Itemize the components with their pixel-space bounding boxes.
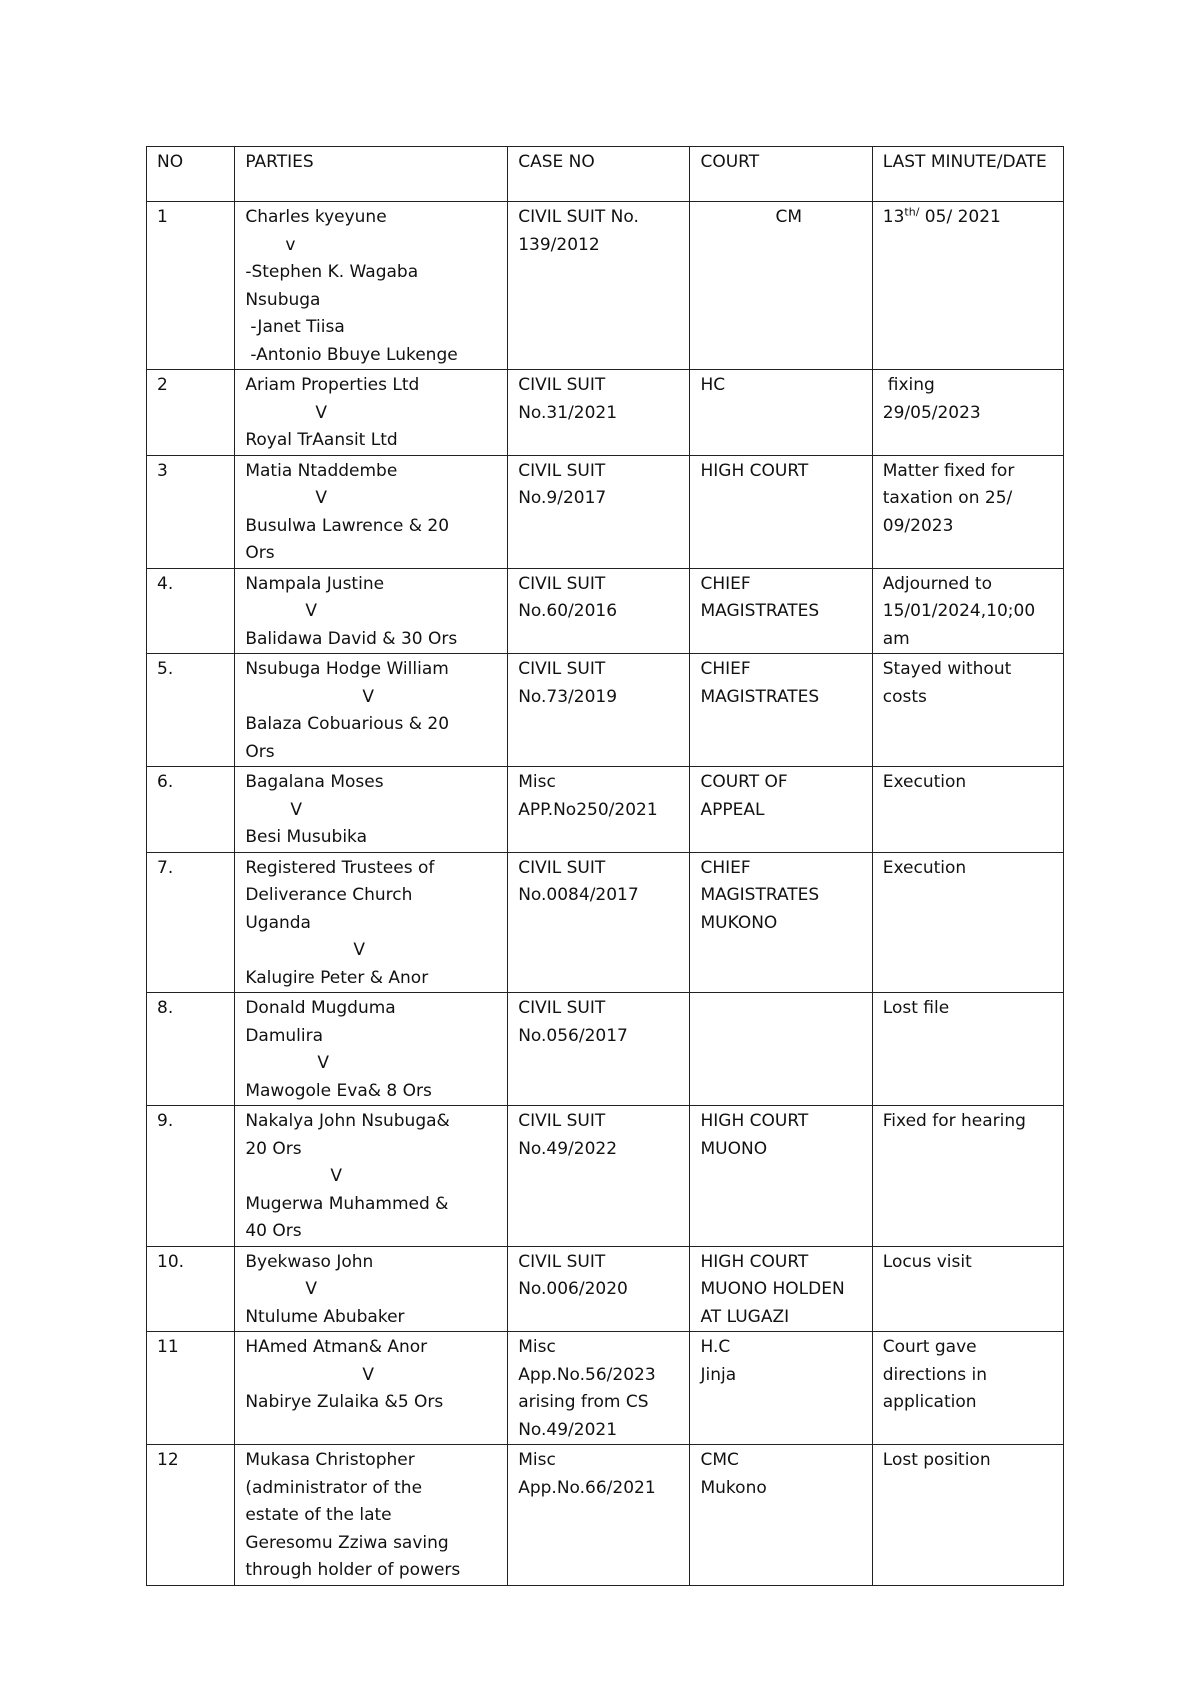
last-minute-line: 15/01/2024,10;00 bbox=[882, 601, 1036, 621]
header-cell-no: NO bbox=[147, 147, 235, 202]
court-line: CHIEF bbox=[700, 573, 751, 594]
cell-parties bbox=[235, 568, 508, 654]
last-minute-line: Court gave bbox=[882, 1337, 977, 1357]
parties-line: Ariam Properties Ltd bbox=[245, 375, 420, 395]
parties-line: Royal TrAansit Ltd bbox=[245, 430, 398, 450]
no-line: 6. bbox=[157, 772, 174, 792]
cell-no bbox=[147, 993, 235, 1106]
header-cell-last-minute: LAST MINUTE/DATE bbox=[872, 147, 1063, 202]
cell-court bbox=[690, 654, 872, 767]
header-cell-case-no: CASE NO bbox=[508, 147, 690, 202]
parties-line: V bbox=[362, 686, 374, 707]
court-line: CHIEF bbox=[700, 659, 751, 679]
last-minute-line: directions in bbox=[882, 1364, 988, 1385]
parties-line: Mukasa Christopher bbox=[245, 1450, 415, 1470]
case-no-line: CIVIL SUIT bbox=[518, 1251, 606, 1272]
court-line: APPEAL bbox=[700, 799, 765, 820]
no-line: 11 bbox=[157, 1337, 179, 1357]
no-line: 4. bbox=[157, 573, 174, 594]
cell-case-no bbox=[508, 1445, 690, 1586]
no-line: 5. bbox=[157, 659, 174, 679]
parties-line: V bbox=[305, 1279, 317, 1299]
case-no-line: CIVIL SUIT No. bbox=[518, 207, 639, 227]
parties-line: Besi Musubika bbox=[245, 827, 367, 847]
parties-line: Bagalana Moses bbox=[245, 772, 384, 792]
parties-line: -Janet Tiisa bbox=[250, 317, 345, 337]
parties-line: -Antonio Bbuye Lukenge bbox=[250, 344, 458, 365]
cell-case-no bbox=[508, 1106, 690, 1247]
no-line: 1 bbox=[157, 207, 168, 227]
last-minute-line: fixing bbox=[887, 375, 935, 395]
parties-line: Ors bbox=[245, 741, 275, 762]
parties-line: Mugerwa Muhammed & bbox=[245, 1193, 449, 1214]
case-no-line: CIVIL SUIT bbox=[518, 1111, 606, 1131]
case-no-line: No.0084/2017 bbox=[518, 885, 639, 905]
court-line: AT LUGAZI bbox=[700, 1306, 790, 1327]
court-line: HC bbox=[700, 375, 726, 395]
cell-parties bbox=[235, 852, 508, 993]
court-line: MAGISTRATES bbox=[700, 686, 820, 707]
last-minute-line: am bbox=[882, 628, 910, 649]
cell-court bbox=[690, 202, 872, 370]
cell-last-minute bbox=[872, 370, 1063, 456]
cell-parties bbox=[235, 654, 508, 767]
parties-line: Geresomu Zziwa saving bbox=[245, 1532, 449, 1553]
last-minute-line: 29/05/2023 bbox=[882, 402, 981, 423]
table-header-row bbox=[147, 147, 1064, 202]
parties-line: Byekwaso John bbox=[245, 1251, 374, 1272]
cell-case-no bbox=[508, 202, 690, 370]
cell-case-no bbox=[508, 993, 690, 1106]
last-minute-line: 09/2023 bbox=[882, 515, 954, 536]
table-row bbox=[147, 654, 1064, 767]
parties-line: V bbox=[362, 1364, 374, 1385]
parties-line: Uganda bbox=[245, 912, 311, 933]
table-row bbox=[147, 568, 1064, 654]
header-cell-court: COURT bbox=[690, 147, 872, 202]
cell-last-minute bbox=[872, 455, 1063, 568]
parties-line: 20 Ors bbox=[245, 1138, 302, 1159]
cell-parties bbox=[235, 370, 508, 456]
case-no-line: 139/2012 bbox=[518, 234, 600, 255]
last-minute-line: Lost file bbox=[882, 998, 950, 1018]
court-line: H.C bbox=[700, 1337, 731, 1357]
last-minute-line: application bbox=[882, 1392, 977, 1412]
cell-no bbox=[147, 455, 235, 568]
last-minute-line: Stayed without bbox=[882, 659, 1012, 679]
cell-case-no bbox=[508, 1246, 690, 1332]
table-row bbox=[147, 993, 1064, 1106]
parties-line: Nampala Justine bbox=[245, 573, 385, 594]
parties-line: Charles kyeyune bbox=[245, 207, 387, 227]
case-no-line: Misc bbox=[518, 1450, 556, 1470]
cell-parties bbox=[235, 1445, 508, 1586]
no-line: 12 bbox=[157, 1450, 179, 1470]
cell-parties bbox=[235, 1246, 508, 1332]
parties-line: V bbox=[305, 601, 317, 621]
court-line: COURT OF bbox=[700, 772, 788, 792]
parties-line: HAmed Atman& Anor bbox=[245, 1337, 428, 1357]
court-line: MAGISTRATES bbox=[700, 601, 820, 621]
cases-table bbox=[146, 146, 1064, 1586]
parties-line: Busulwa Lawrence & 20 bbox=[245, 515, 450, 536]
case-no-line: CIVIL SUIT bbox=[518, 460, 606, 481]
cell-court bbox=[690, 1106, 872, 1247]
cell-no bbox=[147, 1445, 235, 1586]
cell-case-no bbox=[508, 568, 690, 654]
case-no-line: Misc bbox=[518, 1337, 556, 1357]
last-minute-line: Matter fixed for bbox=[882, 460, 1015, 481]
case-no-line: No.31/2021 bbox=[518, 402, 618, 423]
table-row bbox=[147, 455, 1064, 568]
cell-case-no bbox=[508, 1332, 690, 1445]
cell-last-minute bbox=[872, 1246, 1063, 1332]
table-row bbox=[147, 202, 1064, 370]
no-line: 9. bbox=[157, 1111, 174, 1131]
parties-line: Donald Mugduma bbox=[245, 998, 396, 1018]
parties-line: Nakalya John Nsubuga& bbox=[245, 1111, 450, 1131]
table-row bbox=[147, 1246, 1064, 1332]
no-line: 7. bbox=[157, 857, 174, 878]
cell-last-minute bbox=[872, 1445, 1063, 1586]
cell-last-minute bbox=[872, 202, 1063, 370]
last-minute-line: Lost position bbox=[882, 1450, 991, 1470]
parties-line: 40 Ors bbox=[245, 1221, 302, 1241]
cell-case-no bbox=[508, 852, 690, 993]
table-row bbox=[147, 767, 1064, 853]
parties-line: Mawogole Eva& 8 Ors bbox=[245, 1080, 432, 1101]
parties-line: V bbox=[317, 1053, 329, 1073]
cell-court bbox=[690, 993, 872, 1106]
cases-table-body bbox=[147, 147, 1064, 1586]
case-no-line: No.60/2016 bbox=[518, 601, 618, 621]
cell-last-minute bbox=[872, 852, 1063, 993]
court-line: CMC bbox=[700, 1450, 739, 1470]
last-minute-line: Fixed for hearing bbox=[882, 1111, 1026, 1131]
case-no-line: CIVIL SUIT bbox=[518, 659, 606, 679]
last-minute-line: Adjourned to bbox=[882, 573, 992, 594]
parties-line: Ntulume Abubaker bbox=[245, 1306, 405, 1327]
parties-line: Nabirye Zulaika &5 Ors bbox=[245, 1392, 444, 1412]
parties-line: Damulira bbox=[245, 1025, 324, 1046]
cell-no bbox=[147, 370, 235, 456]
cell-no bbox=[147, 767, 235, 853]
cell-last-minute bbox=[872, 568, 1063, 654]
cell-last-minute bbox=[872, 993, 1063, 1106]
cell-no bbox=[147, 852, 235, 993]
cell-court bbox=[690, 1246, 872, 1332]
cell-court bbox=[690, 852, 872, 993]
cell-parties bbox=[235, 455, 508, 568]
table-row bbox=[147, 1445, 1064, 1586]
case-no-line: No.73/2019 bbox=[518, 686, 618, 707]
cell-last-minute bbox=[872, 1332, 1063, 1445]
cell-no bbox=[147, 1332, 235, 1445]
cell-parties bbox=[235, 202, 508, 370]
cell-court bbox=[690, 1332, 872, 1445]
last-minute-line: $13^{th/}$ 05/ 2021 bbox=[882, 205, 1001, 227]
cell-court bbox=[690, 568, 872, 654]
parties-line: Registered Trustees of bbox=[245, 857, 435, 878]
cell-last-minute bbox=[872, 767, 1063, 853]
parties-line: V bbox=[315, 488, 327, 508]
parties-line: Deliverance Church bbox=[245, 885, 413, 905]
cell-parties bbox=[235, 767, 508, 853]
case-no-line: arising from CS bbox=[518, 1392, 649, 1412]
parties-line: v bbox=[285, 234, 296, 255]
parties-line: Matia Ntaddembe bbox=[245, 460, 398, 481]
court-line: Jinja bbox=[700, 1364, 737, 1385]
case-no-line: Misc bbox=[518, 772, 556, 792]
last-minute-line: Execution bbox=[882, 857, 967, 878]
case-no-line: CIVIL SUIT bbox=[518, 857, 606, 878]
parties-line: V bbox=[290, 799, 302, 820]
cell-case-no bbox=[508, 767, 690, 853]
table-row bbox=[147, 370, 1064, 456]
no-line: 10. bbox=[157, 1251, 185, 1272]
no-line: 3 bbox=[157, 460, 168, 481]
case-no-line: App.No.56/2023 bbox=[518, 1364, 656, 1385]
last-minute-line: Locus visit bbox=[882, 1251, 972, 1272]
court-line: CHIEF bbox=[700, 857, 751, 878]
last-minute-line: taxation on 25/ bbox=[882, 488, 1013, 508]
court-line: MUKONO bbox=[700, 912, 778, 933]
last-minute-line: costs bbox=[882, 686, 927, 707]
case-no-line: No.9/2017 bbox=[518, 488, 607, 508]
court-line: MUONO HOLDEN bbox=[700, 1279, 845, 1299]
cell-parties bbox=[235, 1332, 508, 1445]
case-no-line: No.006/2020 bbox=[518, 1279, 628, 1299]
court-line: CM bbox=[775, 207, 803, 227]
parties-line: (administrator of the bbox=[245, 1477, 423, 1498]
parties-line: Nsubuga Hodge William bbox=[245, 659, 449, 679]
court-line: HIGH COURT bbox=[700, 1251, 809, 1272]
header-cell-parties: PARTIES bbox=[235, 147, 508, 202]
cell-no bbox=[147, 1246, 235, 1332]
cell-last-minute bbox=[872, 1106, 1063, 1247]
court-line: HIGH COURT bbox=[700, 1111, 809, 1131]
cell-case-no bbox=[508, 654, 690, 767]
case-no-line: APP.No250/2021 bbox=[518, 799, 658, 820]
cell-case-no bbox=[508, 455, 690, 568]
cell-court bbox=[690, 1445, 872, 1586]
table-row bbox=[147, 1106, 1064, 1247]
cell-case-no bbox=[508, 370, 690, 456]
cell-parties bbox=[235, 993, 508, 1106]
cell-no bbox=[147, 202, 235, 370]
cell-court bbox=[690, 455, 872, 568]
cell-no bbox=[147, 654, 235, 767]
court-line: MUONO bbox=[700, 1138, 768, 1159]
case-no-line: No.49/2021 bbox=[518, 1419, 618, 1440]
court-line: Mukono bbox=[700, 1477, 767, 1498]
parties-line: Ors bbox=[245, 543, 275, 563]
parties-line: -Stephen K. Wagaba bbox=[245, 262, 419, 282]
cell-last-minute bbox=[872, 654, 1063, 767]
cell-court bbox=[690, 370, 872, 456]
cell-parties bbox=[235, 1106, 508, 1247]
cell-court bbox=[690, 767, 872, 853]
table-row bbox=[147, 1332, 1064, 1445]
parties-line: Balaza Cobuarious & 20 bbox=[245, 714, 450, 734]
court-line: HIGH COURT bbox=[700, 460, 809, 481]
case-no-line: CIVIL SUIT bbox=[518, 998, 606, 1018]
last-minute-line: Execution bbox=[882, 772, 967, 792]
cell-no bbox=[147, 1106, 235, 1247]
cell-no bbox=[147, 568, 235, 654]
parties-line: V bbox=[315, 402, 327, 423]
no-line: 2 bbox=[157, 375, 168, 395]
case-no-line: No.49/2022 bbox=[518, 1138, 618, 1159]
parties-line: through holder of powers bbox=[245, 1560, 461, 1580]
parties-line: Balidawa David & 30 Ors bbox=[245, 628, 458, 649]
court-line: MAGISTRATES bbox=[700, 885, 820, 905]
case-no-line: No.056/2017 bbox=[518, 1025, 628, 1046]
case-no-line: CIVIL SUIT bbox=[518, 375, 606, 395]
case-no-line: CIVIL SUIT bbox=[518, 573, 606, 594]
no-line: 8. bbox=[157, 998, 174, 1018]
parties-line: V bbox=[353, 940, 365, 960]
table-row bbox=[147, 852, 1064, 993]
parties-line: Nsubuga bbox=[245, 289, 321, 310]
case-no-line: App.No.66/2021 bbox=[518, 1477, 656, 1498]
parties-line: Kalugire Peter & Anor bbox=[245, 967, 429, 988]
parties-line: V bbox=[330, 1166, 342, 1186]
parties-line: estate of the late bbox=[245, 1505, 392, 1525]
